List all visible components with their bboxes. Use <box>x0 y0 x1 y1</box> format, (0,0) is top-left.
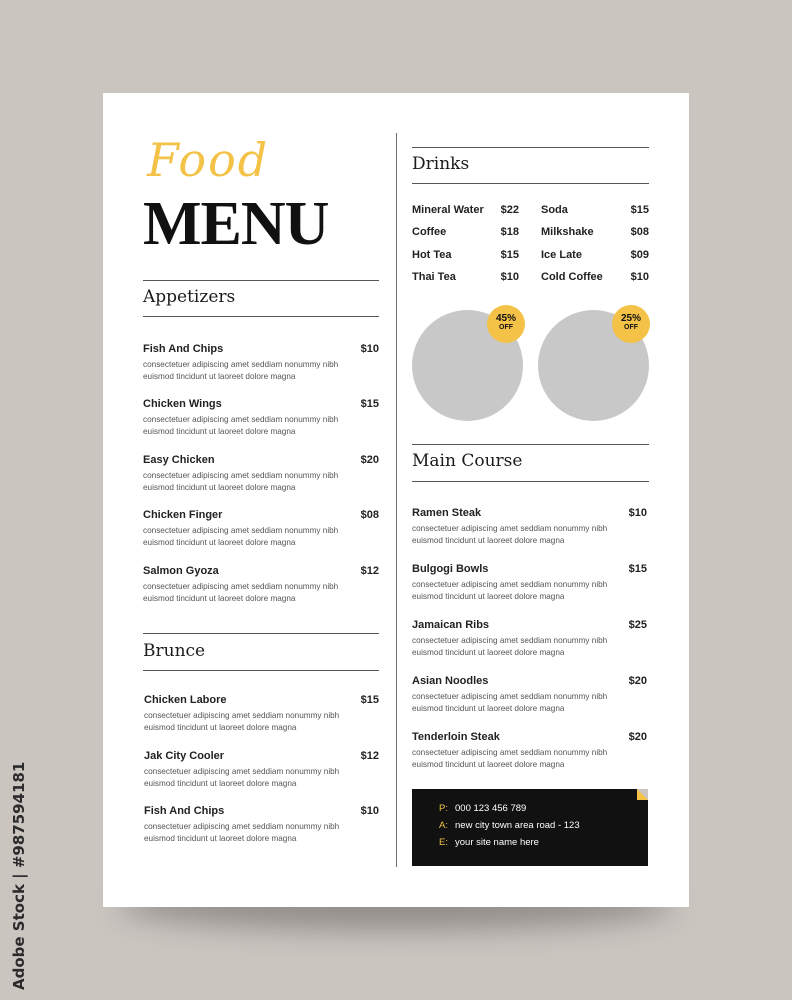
drink-name: Cold Coffee <box>541 271 603 283</box>
drink-price: $09 <box>630 249 649 261</box>
drink-item <box>412 204 519 218</box>
drink-name: Coffee <box>412 226 447 238</box>
section-rule <box>412 183 649 184</box>
page-title: MENU <box>143 190 329 258</box>
item-description: consectetuer adipiscing amet seddiam nonummy nibh euismod tincidunt ut laoreet dolore magna <box>412 692 608 713</box>
folded-corner <box>637 789 648 800</box>
section-rule <box>412 481 649 482</box>
email-value: your site name here <box>455 837 539 848</box>
item-name: Jamaican Ribs <box>412 619 490 631</box>
item-name: Easy Chicken <box>143 454 215 466</box>
item-description: consectetuer adipiscing amet seddiam nonummy nibh euismod tincidunt ut laoreet dolore magna <box>143 526 339 547</box>
section-rule <box>412 147 649 148</box>
item-description: consectetuer adipiscing amet seddiam nonummy nibh euismod tincidunt ut laoreet dolore magna <box>143 471 339 492</box>
item-price: $20 <box>628 675 647 687</box>
item-description: consectetuer adipiscing amet seddiam nonummy nibh euismod tincidunt ut laoreet dolore magna <box>412 636 608 657</box>
discount-percent: 25% <box>620 313 641 324</box>
drink-price: $15 <box>500 249 519 261</box>
drink-price: $10 <box>500 271 519 283</box>
drink-name: Mineral Water <box>412 204 484 216</box>
title-script: Food <box>147 133 270 187</box>
drink-item <box>412 271 519 285</box>
discount-off-label: OFF <box>499 324 513 331</box>
item-price: $15 <box>360 694 379 706</box>
drink-item <box>541 271 649 285</box>
item-description: consectetuer adipiscing amet seddiam nonummy nibh euismod tincidunt ut laoreet dolore magna <box>412 580 608 601</box>
stock-id-watermark: Adobe Stock | #987594181 <box>10 761 28 990</box>
section-rule <box>143 316 379 317</box>
item-description: consectetuer adipiscing amet seddiam nonummy nibh euismod tincidunt ut laoreet dolore magna <box>412 748 608 769</box>
item-description: consectetuer adipiscing amet seddiam nonummy nibh euismod tincidunt ut laoreet dolore magna <box>144 822 340 843</box>
item-price: $12 <box>360 750 379 762</box>
menu-item <box>412 675 647 715</box>
item-description: consectetuer adipiscing amet seddiam nonummy nibh euismod tincidunt ut laoreet dolore magna <box>143 360 339 381</box>
item-price: $15 <box>628 563 647 575</box>
menu-item <box>143 398 379 438</box>
phone-value: 000 123 456 789 <box>455 803 527 814</box>
item-price: $10 <box>360 805 379 817</box>
contact-email <box>439 837 539 848</box>
menu-item <box>144 805 379 845</box>
item-price: $10 <box>628 507 647 519</box>
item-description: consectetuer adipiscing amet seddiam nonummy nibh euismod tincidunt ut laoreet dolore magna <box>144 767 340 788</box>
drink-name: Ice Late <box>541 249 582 261</box>
address-value: new city town area road - 123 <box>455 820 580 831</box>
item-name: Fish And Chips <box>143 343 224 355</box>
contact-phone <box>439 803 526 814</box>
item-name: Bulgogi Bowls <box>412 563 489 575</box>
column-divider <box>396 133 397 867</box>
item-description: consectetuer adipiscing amet seddiam nonummy nibh euismod tincidunt ut laoreet dolore magna <box>143 582 339 603</box>
drink-name: Hot Tea <box>412 249 452 261</box>
section-rule <box>143 633 379 634</box>
item-name: Fish And Chips <box>144 805 225 817</box>
item-price: $12 <box>360 565 379 577</box>
item-description: consectetuer adipiscing amet seddiam nonummy nibh euismod tincidunt ut laoreet dolore magna <box>143 415 339 436</box>
section-title-brunce: Brunce <box>143 641 206 661</box>
discount-badge <box>487 305 525 343</box>
item-name: Salmon Gyoza <box>143 565 219 577</box>
menu-item <box>412 619 647 659</box>
section-rule <box>143 280 379 281</box>
section-rule <box>143 670 379 671</box>
drink-item <box>541 249 649 263</box>
drink-price: $15 <box>630 204 649 216</box>
item-price: $20 <box>360 454 379 466</box>
section-rule <box>412 444 649 445</box>
section-title-appetizers: Appetizers <box>143 287 236 307</box>
phone-label: P: <box>439 803 448 814</box>
item-name: Tenderloin Steak <box>412 731 500 743</box>
item-price: $25 <box>628 619 647 631</box>
drink-price: $10 <box>630 271 649 283</box>
item-name: Ramen Steak <box>412 507 482 519</box>
item-price: $20 <box>628 731 647 743</box>
email-label: E: <box>439 837 448 848</box>
drink-item <box>541 204 649 218</box>
section-title-drinks: Drinks <box>412 154 470 174</box>
section-title-main-course: Main Course <box>412 451 523 471</box>
menu-item <box>412 507 647 547</box>
menu-item <box>144 694 379 734</box>
discount-percent: 45% <box>495 313 516 324</box>
contact-box <box>412 789 648 866</box>
menu-item <box>143 565 379 605</box>
menu-item <box>143 454 379 494</box>
drink-name: Soda <box>541 204 568 216</box>
item-price: $15 <box>360 398 379 410</box>
contact-address <box>439 820 580 831</box>
drink-item <box>412 249 519 263</box>
drink-item <box>412 226 519 240</box>
item-name: Jak City Cooler <box>144 750 225 762</box>
item-name: Chicken Finger <box>143 509 223 521</box>
menu-item <box>412 731 647 771</box>
item-name: Chicken Wings <box>143 398 222 410</box>
menu-item <box>144 750 379 790</box>
item-name: Chicken Labore <box>144 694 227 706</box>
drink-price: $18 <box>500 226 519 238</box>
menu-item <box>412 563 647 603</box>
item-price: $08 <box>360 509 379 521</box>
menu-item <box>143 343 379 383</box>
item-description: consectetuer adipiscing amet seddiam nonummy nibh euismod tincidunt ut laoreet dolore magna <box>412 524 608 545</box>
drink-price: $08 <box>630 226 649 238</box>
drink-name: Milkshake <box>541 226 594 238</box>
drink-item <box>541 226 649 240</box>
item-name: Asian Noodles <box>412 675 489 687</box>
menu-sheet <box>103 93 689 907</box>
discount-badge <box>612 305 650 343</box>
discount-off-label: OFF <box>624 324 638 331</box>
menu-item <box>143 509 379 549</box>
drink-price: $22 <box>500 204 519 216</box>
drink-name: Thai Tea <box>412 271 456 283</box>
item-price: $10 <box>360 343 379 355</box>
address-label: A: <box>439 820 448 831</box>
item-description: consectetuer adipiscing amet seddiam nonummy nibh euismod tincidunt ut laoreet dolore magna <box>144 711 340 732</box>
